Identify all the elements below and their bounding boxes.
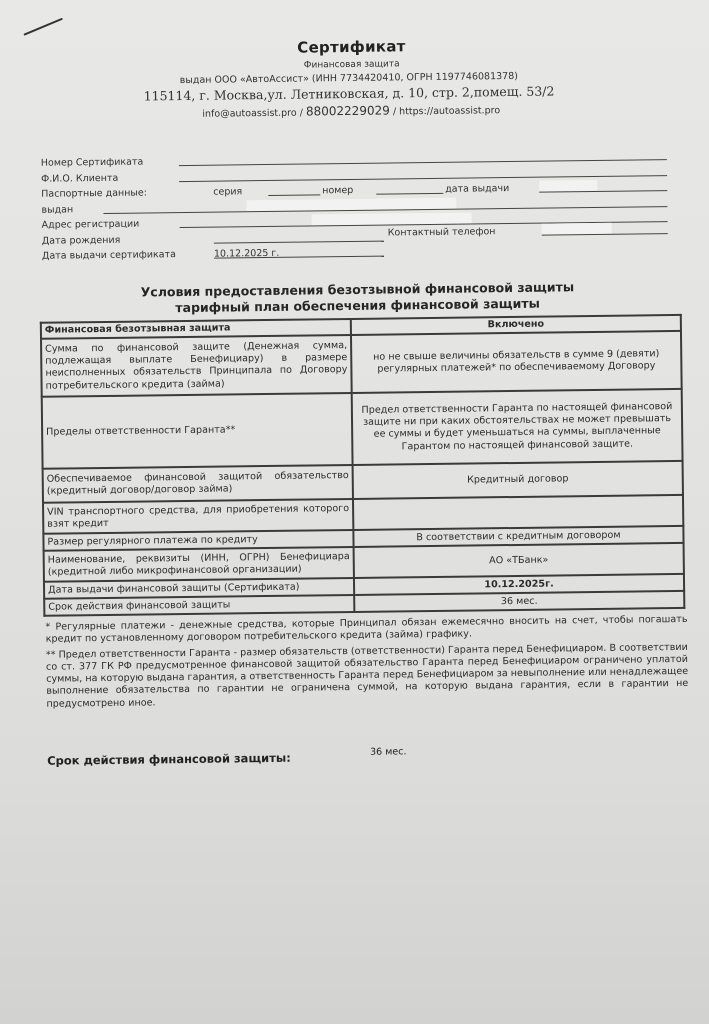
certificate-header [94, 35, 595, 121]
field-label: Дата рождения [41, 234, 121, 247]
field-label: Паспортные данные: [41, 187, 148, 200]
phone: 88002229029 [305, 103, 390, 119]
row-label: Дата выдачи финансовой защиты (Сертификата) [44, 578, 354, 599]
row-label: Наименование, реквизиты (ИНН, ОГРН) Бенефициара (кредитной либо микрофинансовой организации) [44, 547, 354, 582]
issuer-address: 115114, г. Москва,ул. Летниковская, д. 10, стр. 2,помещ. 53/2 [143, 83, 555, 104]
row-value: но не свыше величины обязательств в сумме 9 (девяти) регулярных платежей* по обеспечиваемому Договору [351, 331, 682, 393]
row-value: Предел ответственности Гаранта по настоящей финансовой защите ни при каких обстоятельствах не может превышать ее суммы и будет уменьшаться на суммы, выплаченные Гарантом по настоящей финансовой защите. [352, 389, 683, 465]
row-label: Срок действия финансовой защиты [44, 595, 354, 616]
footnote-regular-payments: * Регулярные платежи - денежные средства, которые Принципал обязан ежемесячно вносить на счет, чтобы погашать кредит по установленному договором потребительского кредита (займа) графику. [45, 613, 688, 646]
row-label: VIN транспортного средства, для приобретения которого взят кредит [43, 499, 353, 534]
passport-series-line [268, 183, 320, 196]
validity-summary [47, 746, 467, 768]
row-value: Кредитный договор [353, 461, 683, 499]
pen-mark [23, 18, 63, 36]
field-label: Номер Сертификата [40, 156, 144, 169]
conditions-title-line1: Условия предоставления безотзывной финансовой защиты [140, 279, 575, 300]
page-title: Сертификат [297, 37, 406, 57]
validity-value: 36 мес. [370, 746, 407, 758]
row-label: Обеспечиваемое финансовой защитой обязательство (кредитный договор/договор займа) [43, 465, 353, 503]
row-label: Размер регулярного платежа по кредиту [43, 530, 353, 551]
certificate-issue-date-value: 10.12.2025 г. [213, 247, 280, 260]
email: info@autoassist.pro [202, 107, 297, 120]
conditions-title-line2: тарифный план обеспечения финансовой защиты [175, 295, 540, 316]
field-label: Дата выдачи сертификата [41, 249, 176, 262]
validity-label: Срок действия финансовой защиты: [47, 750, 291, 768]
row-value: АО «ТБанк» [354, 543, 684, 578]
field-label: выдан [41, 203, 74, 216]
terms-table [40, 314, 686, 617]
row-value: В соответствии с кредитным договором [353, 526, 683, 547]
row-label: Сумма по финансовой защите (Денежная сумма, подлежащая выплате Бенефициару) в размере неисполненных обязательств Принципала по Договору потребительского кредита (займа) [41, 335, 352, 397]
website: https://autoassist.pro [399, 105, 501, 118]
conditions-title [107, 279, 607, 317]
passport-issue-date-label: дата выдачи [445, 183, 510, 195]
row-label: Пределы ответственности Гаранта** [42, 393, 353, 469]
issuer-info: выдан ООО «АвтоАссист» (ИНН 7734420410, ОГРН 1197746081378) [179, 70, 518, 87]
field-label: Адрес регистрации [41, 218, 140, 231]
field-line [214, 245, 384, 259]
contact-phone-line [542, 222, 668, 236]
row-value: 10.12.2025г. [354, 574, 684, 595]
contact-phone-label: Контактный телефон [387, 225, 496, 239]
separator: / [296, 107, 306, 119]
field-label: Ф.И.О. Клиента [40, 172, 119, 185]
table-row [42, 389, 683, 469]
row-value [353, 495, 683, 530]
header-cell-right: Включено [351, 315, 681, 335]
footnotes [45, 614, 688, 714]
client-fields [41, 148, 672, 264]
subtitle: Финансовая защита [303, 59, 400, 71]
passport-number-label: номер [322, 184, 354, 197]
row-value: 36 мес. [354, 591, 684, 612]
separator: / [389, 106, 400, 118]
footnote-guarantor-liability: ** Предел ответственности Гаранта - размер обязательств (ответственности) Гаранта перед Бенефициаром. В соответствии со ст. 377 ГК РФ предусмотренное финансовой защитой обязательство Гаранта перед Бенефициаром ограничено уплатой суммы, на которую выдана гарантия, а ответственность Гаранта перед Бенефициаром за невыполнение или ненадлежащее выполнение обязательства по гарантии не ограничена суммой, на которую выдана гарантия, если в гарантии не предусмотрено иное. [45, 641, 689, 710]
passport-number-line [376, 182, 443, 195]
field-line [179, 148, 667, 166]
field-line [214, 229, 384, 243]
header-cell-left: Финансовая безотзывная защита [41, 319, 351, 339]
passport-series-label: серия [213, 186, 243, 198]
passport-issue-date-line [539, 179, 667, 193]
table-row [41, 331, 682, 397]
issuer-contacts [107, 101, 595, 121]
